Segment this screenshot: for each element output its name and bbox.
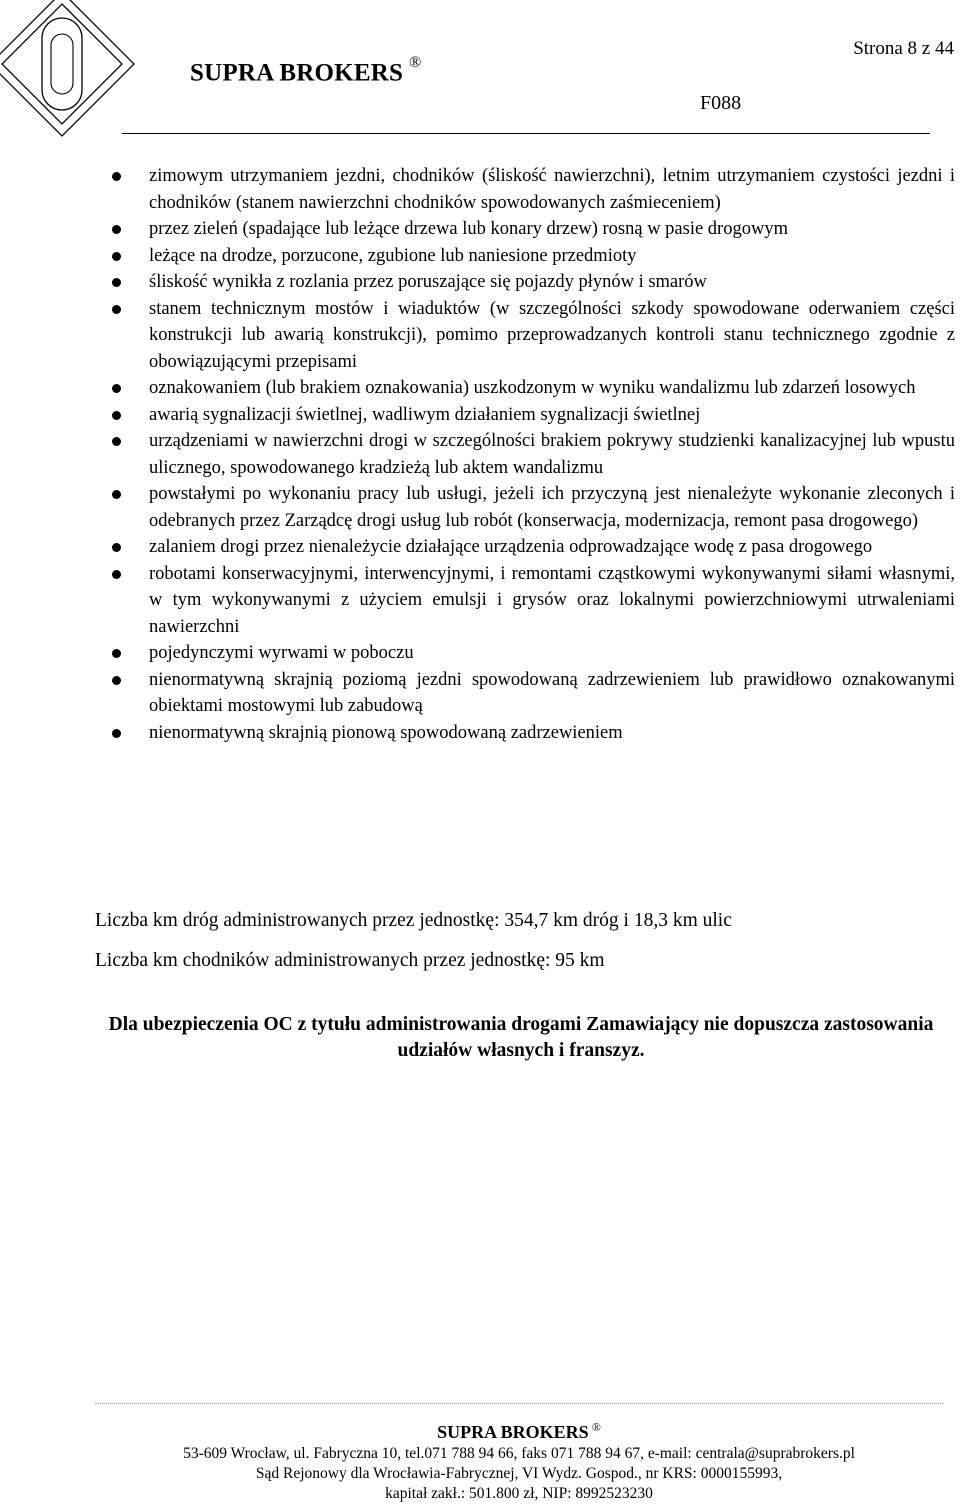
- deductible-notice: Dla ubezpieczenia OC z tytułu administrowania drogami Zamawiający nie dopuszcza zastosowania udziałów własnych i franszyz.: [108, 1014, 934, 1061]
- bullet-icon: [112, 570, 121, 579]
- document-code: F088: [700, 92, 742, 114]
- list-item: [0, 720, 960, 747]
- list-item-text: zimowym utrzymaniem jezdni, chodników (śliskość nawierzchni), letnim utrzymaniem czystości jezdni i chodników (stanem nawierzchni chodników spowodowanych zaśmieceniem): [149, 166, 955, 213]
- list-item-text: przez zieleń (spadające lub leżące drzewa lub konary drzew) rosną w pasie drogowym: [149, 219, 788, 239]
- page-number: Strona 8 z 44: [853, 38, 954, 59]
- bullet-icon: [112, 278, 121, 287]
- list-item: [0, 428, 960, 481]
- bullet-icon: [112, 172, 121, 181]
- header-divider: [122, 133, 930, 134]
- footer-brand: [95, 1415, 943, 1444]
- list-item-text: stanem technicznym mostów i wiaduktów (w szczególności szkody spowodowane oderwaniem części konstrukcji lub awarią konstrukcji), pomimo przeprowadzanych kontroli stanu technicznego zgodnie z obowiązującymi przepisami: [149, 298, 955, 372]
- footer-capital-info: kapitał zakł.: 501.800 zł, NIP: 8992523230: [385, 1485, 653, 1502]
- bullet-icon: [112, 252, 121, 261]
- footer-address: 53-609 Wrocław, ul. Fabryczna 10, tel.071 788 94 66, faks 071 788 94 67, e-mail: centrala@suprabrokers.pl: [183, 1445, 855, 1462]
- bullet-icon: [112, 729, 121, 738]
- bullet-icon: [112, 437, 121, 446]
- list-item-text: leżące na drodze, porzucone, zgubione lub naniesione przedmioty: [149, 245, 637, 266]
- list-item: [0, 375, 960, 402]
- list-item-text: powstałymi po wykonaniu pracy lub usługi, jeżeli ich przyczyną jest nienależyte wykonanie zleconych i odebranych przez Zarządcę drogi usług lub robót (konserwacja, modernizacja, remont pasa drogowego): [149, 484, 955, 531]
- bullet-icon: [112, 649, 121, 658]
- list-item-text: nienormatywną skrajnią pionową spowodowaną zadrzewieniem: [149, 722, 623, 743]
- list-item: [0, 296, 960, 376]
- bullet-icon: [112, 384, 121, 393]
- list-item: [0, 561, 960, 641]
- list-item: [0, 640, 960, 667]
- footer-court-info: Sąd Rejonowy dla Wrocławia-Fabrycznej, VI Wydz. Gospod., nr KRS: 0000155993,: [255, 1465, 783, 1482]
- registered-mark: ®: [409, 54, 422, 71]
- sidewalks-length-stat: Liczba km chodników administrowanych przez jednostkę: 95 km: [95, 950, 605, 971]
- list-item: [0, 163, 960, 216]
- list-item: [0, 402, 960, 429]
- list-item-text: robotami konserwacyjnymi, interwencyjnymi, i remontami cząstkowymi wykonywanymi siłami własnymi, w tym wykonywanymi z użyciem emulsji i grysów oraz lokalnymi powierzchniowymi utrwaleniami nawierzchni: [149, 563, 955, 637]
- footer: [95, 1415, 943, 1504]
- bullet-icon: [112, 225, 121, 234]
- list-item: [0, 481, 960, 534]
- bullet-icon: [112, 543, 121, 552]
- list-item: [0, 269, 960, 296]
- exclusions-list: [0, 163, 960, 746]
- header-brand: [190, 54, 422, 87]
- list-item: [0, 667, 960, 720]
- list-item: [0, 216, 960, 243]
- list-item-text: pojedynczymi wyrwami w poboczu: [149, 643, 414, 663]
- bullet-icon: [112, 411, 121, 420]
- footer-divider: [95, 1403, 943, 1404]
- list-item-text: zalaniem drogi przez nienależycie działające urządzenia odprowadzające wodę z pasa drogowego: [149, 537, 873, 557]
- list-item-text: oznakowaniem (lub brakiem oznakowania) uszkodzonym w wyniku wandalizmu lub zdarzeń losowych: [149, 378, 916, 398]
- list-item-text: nienormatywną skrajnią poziomą jezdni spowodowaną zadrzewieniem lub prawidłowo oznakowanymi obiektami mostowymi lub zabudową: [149, 669, 955, 716]
- bullet-icon: [112, 305, 121, 314]
- diamond-logo-icon: [0, 0, 150, 150]
- list-item: [0, 243, 960, 270]
- header-brand-name: SUPRA BROKERS: [190, 59, 404, 87]
- roads-length-stat: Liczba km dróg administrowanych przez jednostkę: 354,7 km dróg i 18,3 km ulic: [95, 910, 732, 931]
- bullet-icon: [112, 490, 121, 499]
- footer-brand-name: SUPRA BROKERS: [437, 1422, 589, 1442]
- list-item-text: awarią sygnalizacji świetlnej, wadliwym działaniem sygnalizacji świetlnej: [149, 404, 701, 425]
- bullet-icon: [112, 676, 121, 685]
- list-item-text: śliskość wynikła z rozlania przez poruszające się pojazdy płynów i smarów: [149, 272, 707, 292]
- list-item-text: urządzeniami w nawierzchni drogi w szczególności brakiem pokrywy studzienki kanalizacyjnej lub wpustu ulicznego, spowodowanego kradzieżą lub aktem wandalizmu: [149, 431, 955, 478]
- footer-registered-mark: ®: [591, 1420, 601, 1434]
- list-item: [0, 534, 960, 561]
